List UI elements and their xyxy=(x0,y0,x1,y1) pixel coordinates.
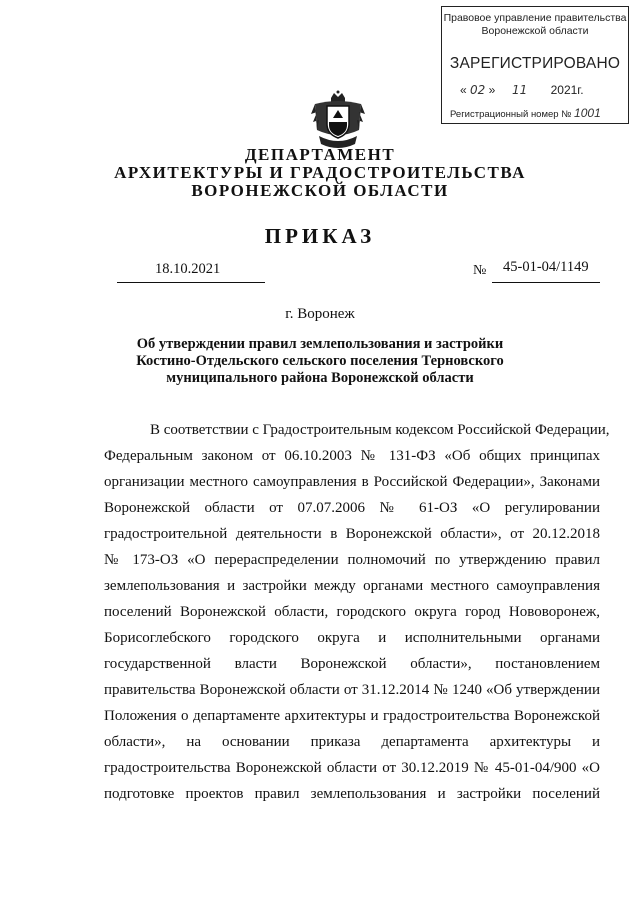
department-title-line1: ДЕПАРТАМЕНТ xyxy=(244,145,396,164)
body-line: землепользования и застройки между органами местного самоуправления xyxy=(104,578,600,594)
stamp-authority-line2: Воронежской области xyxy=(481,25,589,37)
stamp-reg-label: Регистрационный номер № xyxy=(450,109,572,120)
body-line: государственной власти Воронежской области», постановлением xyxy=(104,656,600,672)
stamp-date-year: 2021г. xyxy=(550,83,584,97)
order-subject xyxy=(0,336,640,387)
body-line: градостроительства Воронежской области от 30.12.2019 № 45-01-04/900 «О xyxy=(104,760,600,776)
order-date: 18.10.2021 xyxy=(155,261,221,277)
date-underline xyxy=(117,282,265,283)
city: г. Воронеж xyxy=(285,306,355,322)
department-title-line3: ВОРОНЕЖСКОЙ ОБЛАСТИ xyxy=(191,181,449,200)
body-line: Борисоглебского городского округа и исполнительными органами xyxy=(104,630,600,646)
body-line: поселений Воронежской области, городского округа город Нововоронеж, xyxy=(104,604,600,620)
stamp-date-month: 11 xyxy=(511,83,528,97)
department-title-line2: АРХИТЕКТУРЫ И ГРАДОСТРОИТЕЛЬСТВА xyxy=(114,163,526,182)
number-sign: № xyxy=(473,263,487,278)
subject-line: муниципального района Воронежской области xyxy=(166,370,474,386)
stamp-reg-number-row xyxy=(450,106,601,120)
stamp-reg-number: 1001 xyxy=(574,106,601,120)
stamp-date: « 02 » 11 2021г. xyxy=(460,83,584,97)
body-line: области», на основании приказа департамента архитектуры и xyxy=(104,734,600,750)
body-line: Федеральным законом от 06.10.2003 № 131-ФЗ «Об общих принципах xyxy=(104,448,600,464)
body-line: правительства Воронежской области от 31.12.2014 № 1240 «Об утверждении xyxy=(104,682,600,698)
order-number: 45-01-04/1149 xyxy=(503,259,589,275)
body-line: градостроительной деятельности в Воронежской области», от 20.12.2018 xyxy=(104,526,600,542)
stamp-authority-line1: Правовое управление правительства xyxy=(443,12,627,24)
number-underline xyxy=(492,282,600,283)
body-line: № 173-ОЗ «О перераспределении полномочий по утверждению правил xyxy=(104,552,600,568)
body-line: организации местного самоуправления в Российской Федерации», Законами xyxy=(104,474,600,490)
stamp-date-day: 02 xyxy=(470,83,486,97)
body-line: В соответствии с Градостроительным кодексом Российской Федерации, xyxy=(150,422,610,438)
body-line: подготовке проектов правил землепользования и застройки поселений xyxy=(104,786,600,802)
stamp-registered-label: ЗАРЕГИСТРИРОВАНО xyxy=(449,55,621,72)
document-type-title: ПРИКАЗ xyxy=(264,224,376,248)
subject-line: Костино-Отдельского сельского поселения Терновского xyxy=(136,353,504,369)
subject-line: Об утверждении правил землепользования и застройки xyxy=(136,336,504,352)
body-line: Воронежской области от 07.07.2006 № 61-ОЗ «О регулировании xyxy=(104,500,600,516)
coat-of-arms-icon xyxy=(309,90,367,152)
body-line: Положения о департаменте архитектуры и градостроительства Воронежской xyxy=(104,708,600,724)
registration-stamp xyxy=(441,6,629,124)
